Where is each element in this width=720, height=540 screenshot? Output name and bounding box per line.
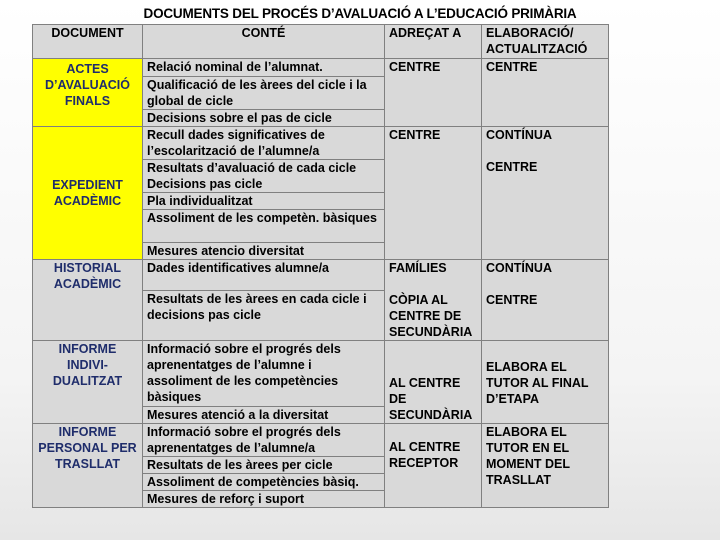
conte-item: Resultats d’avaluació de cada cicle Decisions pas cicle (143, 160, 385, 193)
conte-item: Assoliment de competències bàsiq. (143, 474, 385, 491)
doc-actes-avaluacio: ACTES D’AVALUACIÓ FINALS (33, 59, 143, 127)
header-elaboracio: ELABORACIÓ/ ACTUALITZACIÓ (482, 25, 609, 59)
conte-item: Decisions sobre el pas de cicle (143, 110, 385, 127)
elaboracio-cell (482, 341, 609, 424)
elaboracio-line: CONTÍNUA (486, 128, 552, 142)
adrecat-cell (385, 424, 482, 508)
header-document: DOCUMENT (33, 25, 143, 59)
conte-item: Resultats de les àrees en cada cicle i decisions pas cicle (143, 290, 385, 340)
elaboracio-line: ELABORA EL TUTOR AL FINAL D’ETAPA (486, 360, 589, 406)
elaboracio-line: CONTÍNUA (486, 261, 552, 275)
conte-item: Resultats de les àrees per cicle (143, 457, 385, 474)
adrecat-line: AL CENTRE DE SECUNDÀRIA (389, 376, 473, 422)
adrecat-cell: CENTRE (385, 59, 482, 127)
doc-historial-academic: HISTORIAL ACADÈMIC (33, 260, 143, 341)
page-title: DOCUMENTS DEL PROCÉS D’AVALUACIÓ A L’EDUCACIÓ PRIMÀRIA (143, 6, 577, 21)
doc-informe-trasllat: INFORME PERSONAL PER TRASLLAT (33, 424, 143, 508)
header-conte: CONTÉ (143, 25, 385, 59)
adrecat-cell: CENTRE (385, 127, 482, 260)
adrecat-line: AL CENTRE RECEPTOR (389, 440, 461, 470)
conte-item: Mesures atencio diversitat (143, 243, 385, 260)
conte-item: Assoliment de les competèn. bàsiques (143, 210, 385, 243)
conte-item: Mesures atenció a la diversitat (143, 407, 385, 424)
elaboracio-cell (482, 127, 609, 260)
doc-expedient-academic (33, 127, 143, 260)
table-row (33, 260, 609, 291)
adrecat-cell (385, 341, 482, 424)
conte-item: Informació sobre el progrés dels aprenentatges de l’alumne i assoliment de les competències bàsiques (143, 341, 385, 407)
elaboracio-cell (482, 260, 609, 341)
documents-table (32, 24, 609, 508)
doc-expedient-label: EXPEDIENT ACADÈMIC (52, 178, 123, 208)
conte-item: Dades identificatives alumne/a (143, 260, 385, 291)
conte-item: Informació sobre el progrés dels aprenentatges de l’alumne/a (143, 424, 385, 457)
table-row (33, 59, 609, 77)
table-header-row (33, 25, 609, 59)
table-row (33, 341, 609, 407)
adrecat-cell (385, 260, 482, 341)
table-row (33, 424, 609, 457)
adrecat-line: FAMÍLIES (389, 261, 447, 275)
conte-item: Recull dades significatives de l’escolarització de l’alumne/a (143, 127, 385, 160)
elaboracio-cell: CENTRE (482, 59, 609, 127)
elaboracio-cell: ELABORA EL TUTOR EN EL MOMENT DEL TRASLLAT (482, 424, 609, 508)
conte-item: Pla individualitzat (143, 193, 385, 210)
conte-item: Relació nominal de l’alumnat. (143, 59, 385, 77)
conte-item: Qualificació de les àrees del cicle i la global de cicle (143, 77, 385, 110)
elaboracio-line: CENTRE (486, 160, 538, 174)
adrecat-line: CÒPIA AL CENTRE DE SECUNDÀRIA (389, 293, 473, 339)
conte-item: Mesures de reforç i suport (143, 491, 385, 508)
elaboracio-line: CENTRE (486, 293, 538, 307)
header-adrecat: ADREÇAT A (385, 25, 482, 59)
table-row (33, 127, 609, 160)
doc-informe-individualitzat: INFORME INDIVI-DUALITZAT (33, 341, 143, 424)
